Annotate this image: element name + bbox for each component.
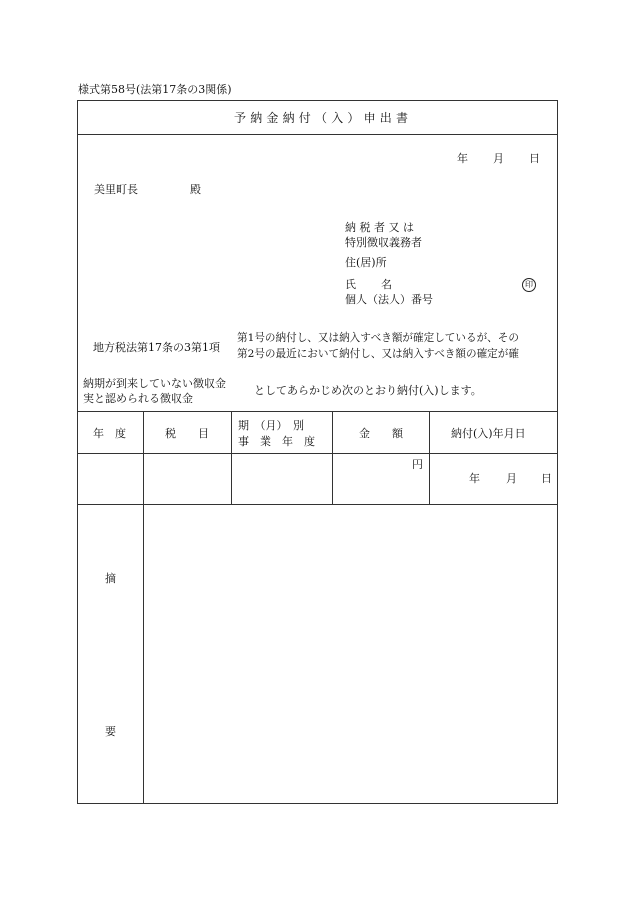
statement-subject-line2: 実と認められる徴収金 (83, 392, 193, 405)
remarks-label-bottom: 要 (105, 725, 116, 738)
table-header-rule (77, 453, 557, 454)
date-day: 日 (529, 152, 540, 165)
title-divider (77, 134, 557, 135)
row-date-year: 年 (469, 472, 480, 485)
date-year: 年 (457, 152, 468, 165)
header-fiscal-year: 年 度 (93, 427, 126, 440)
statement-option-1: 第1号の納付し、又は納入すべき額が確定しているが、その (237, 332, 519, 344)
statement-option-2: 第2号の最近において納付し、又は納入すべき額の確定が確 (237, 348, 519, 360)
col-divider-4 (429, 411, 430, 504)
law-reference: 地方税法第17条の3第1項 (93, 341, 220, 354)
header-period-line2: 事 業 年 度 (238, 435, 315, 448)
table-row-rule (77, 504, 557, 505)
seal-icon: 印 (522, 278, 536, 292)
table-top-rule (77, 411, 557, 412)
statement-closing: としてあらかじめ次のとおり納付(入)します。 (254, 384, 482, 397)
applicant-role-line2: 特別徴収義務者 (345, 236, 422, 249)
col-divider-1 (143, 411, 144, 803)
name-label-1: 氏 (345, 278, 356, 291)
header-period-line1: 期 （月） 別 (238, 419, 304, 432)
amount-yen-unit: 円 (412, 458, 423, 471)
header-amount: 金 額 (359, 427, 403, 440)
header-payment-date: 納付(入)年月日 (451, 427, 526, 440)
applicant-role-line1: 納 税 者 又 は (345, 221, 414, 234)
statement-subject-line1: 納期が到来していない徴収金 (83, 377, 226, 390)
col-divider-3 (332, 411, 333, 504)
row-date-day: 日 (541, 472, 552, 485)
header-tax-item: 税 目 (165, 427, 209, 440)
addressee-name: 美里町長 (94, 183, 138, 196)
name-label-2: 名 (381, 278, 392, 291)
remarks-label-top: 摘 (105, 572, 116, 585)
row-date-month: 月 (506, 472, 517, 485)
date-month: 月 (493, 152, 504, 165)
col-divider-2 (231, 411, 232, 504)
addressee-honorific: 殿 (190, 183, 201, 196)
individual-corporate-number-label: 個人（法人）番号 (345, 293, 433, 306)
form-frame (77, 100, 558, 804)
form-title: 予納金納付（入）申出書 (234, 111, 413, 125)
address-label: 住(居)所 (345, 256, 387, 269)
form-number: 様式第58号(法第17条の3関係) (78, 83, 232, 96)
